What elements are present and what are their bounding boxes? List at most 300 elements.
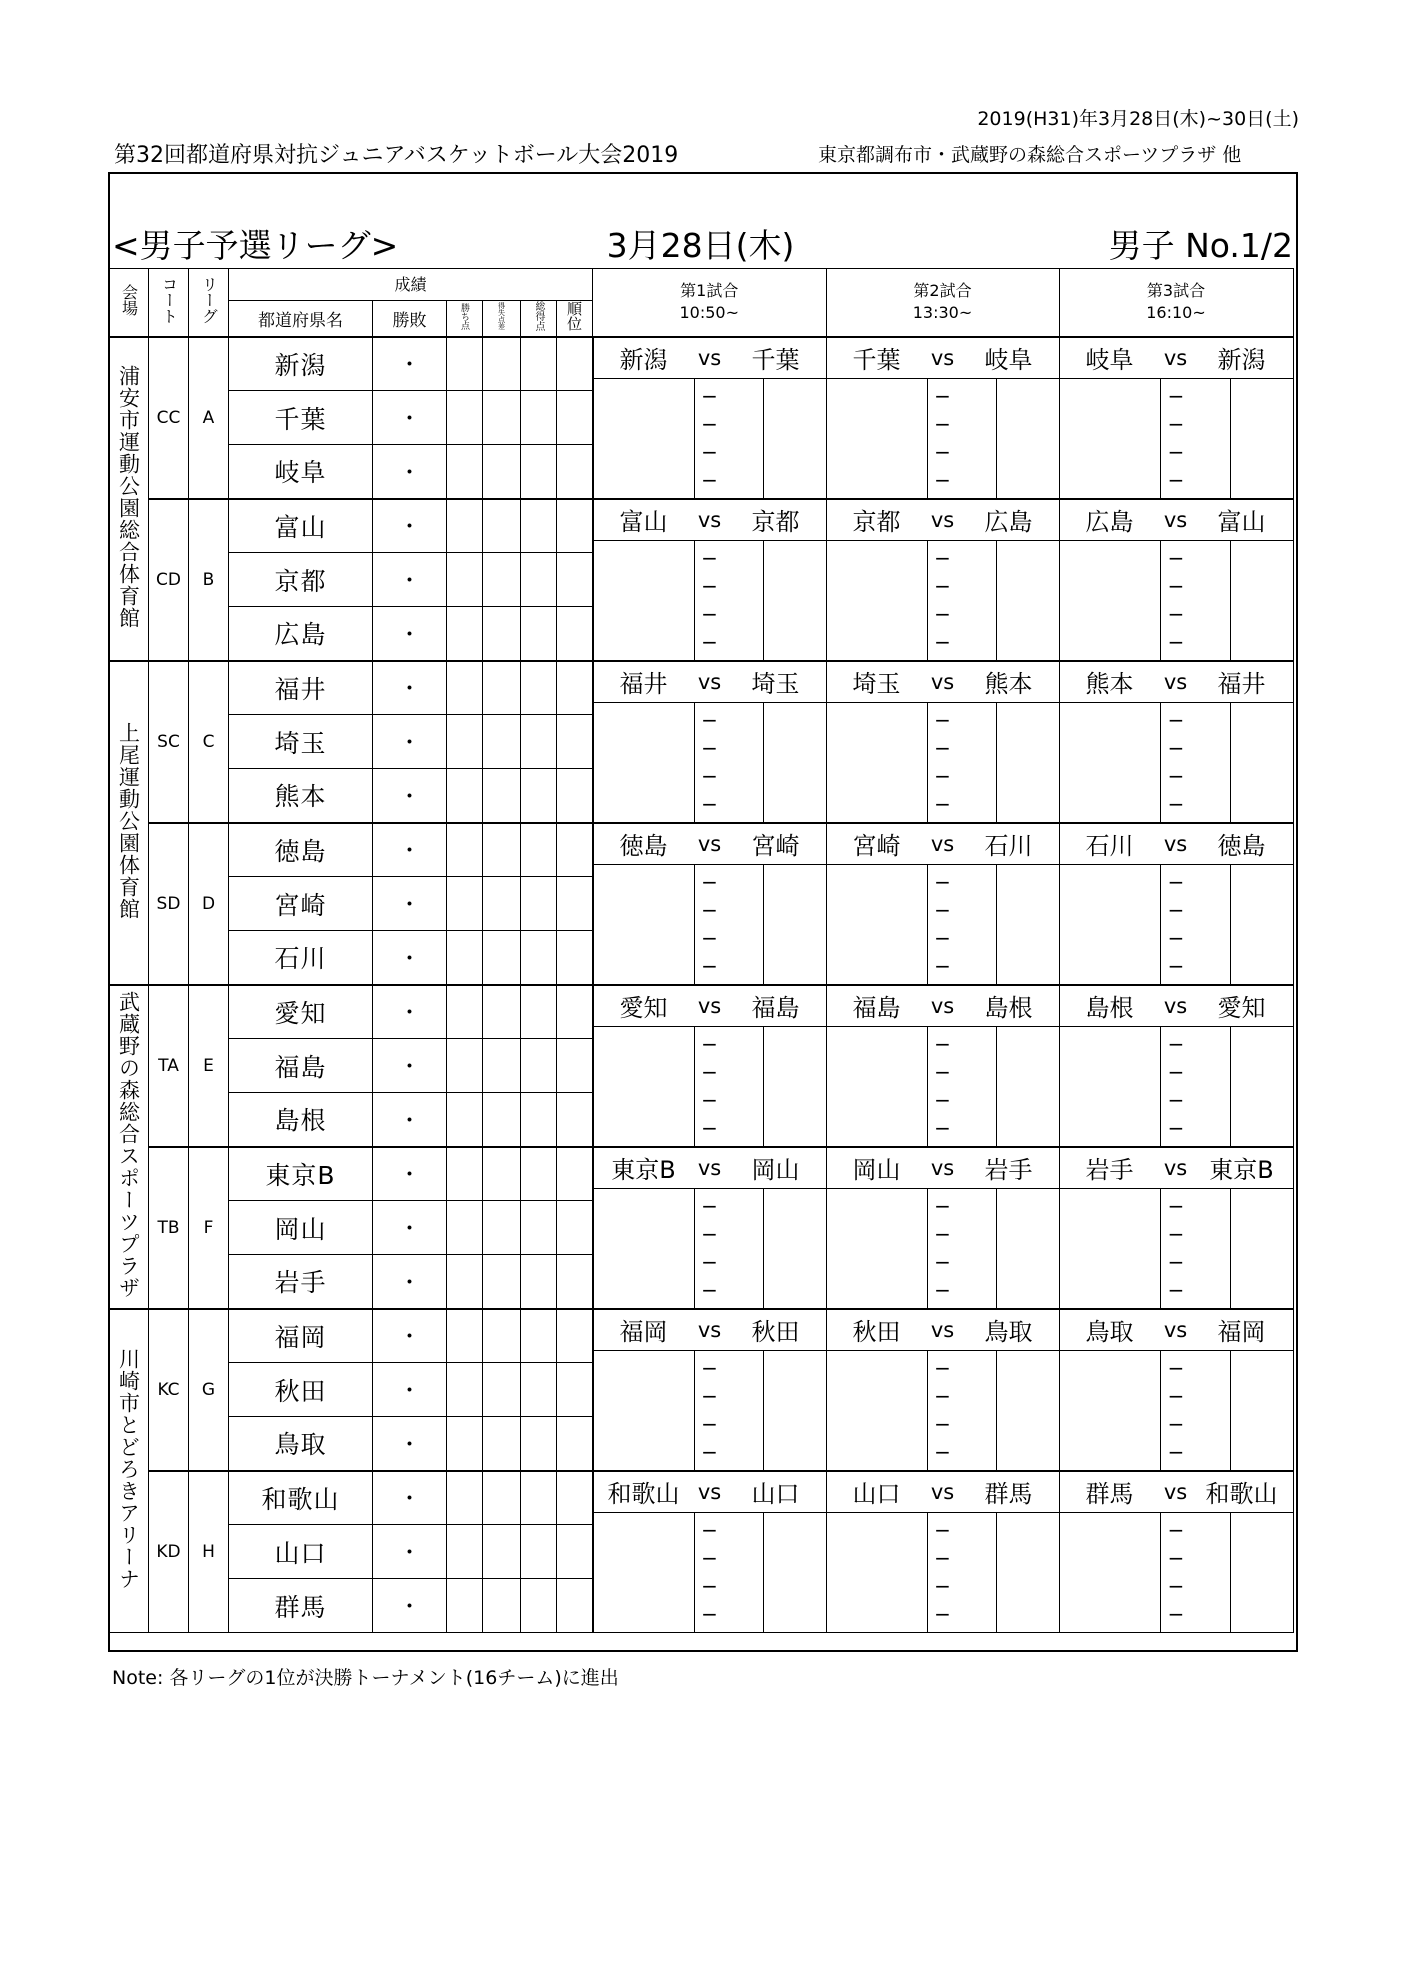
total-points-cell: [521, 607, 557, 661]
vs-label: vs: [697, 345, 722, 370]
rank-cell: [557, 1471, 593, 1525]
point-diff-cell: [483, 445, 521, 499]
quarter-dash: −: [1167, 1384, 1185, 1409]
quarter-dash: −: [934, 1546, 951, 1571]
match-title: [594, 824, 826, 865]
match-title: [1060, 1472, 1293, 1513]
quarter-dash: −: [934, 1384, 951, 1409]
point-diff-cell: [483, 823, 521, 877]
rank-cell: [557, 823, 593, 877]
quarter-dash: −: [934, 1222, 951, 1247]
header-results: 成績: [229, 269, 593, 301]
rank-cell: [557, 1147, 593, 1201]
home-team: 和歌山: [607, 1480, 680, 1508]
quarter-dashes: [1060, 541, 1293, 660]
rank-cell: [557, 553, 593, 607]
rank-cell: [557, 337, 593, 391]
quarter-dash: −: [1167, 1194, 1185, 1219]
quarter-dash: −: [701, 1546, 718, 1571]
away-team: 岐阜: [984, 346, 1033, 374]
quarter-dashes: [1060, 379, 1293, 498]
quarter-dash: −: [934, 629, 951, 654]
away-team: 広島: [984, 508, 1033, 536]
quarter-dash: −: [934, 1087, 951, 1112]
quarter-dash: −: [701, 439, 718, 464]
quarter-dash: −: [1167, 1087, 1185, 1112]
home-team: 福島: [852, 994, 901, 1022]
away-team: 鳥取: [984, 1318, 1033, 1346]
quarter-dash: −: [701, 629, 718, 654]
quarter-dash: −: [1167, 953, 1185, 978]
score-area: [594, 1351, 826, 1470]
quarter-dashes: [827, 1027, 1059, 1146]
quarter-dash: −: [934, 1115, 951, 1140]
score-area: [594, 703, 826, 822]
match-title: [1060, 1148, 1293, 1189]
quarter-dash: −: [1167, 1574, 1185, 1599]
header-total-points: 総得点: [521, 301, 557, 337]
rank-cell: [557, 877, 593, 931]
quarter-dashes: [1060, 1189, 1293, 1308]
quarter-dash: −: [1167, 384, 1185, 409]
score-area: [827, 1513, 1059, 1633]
score-area: [1060, 703, 1293, 822]
venue-name: 浦安市運動公園総合体育館: [116, 364, 141, 629]
win-loss-cell: ・: [373, 553, 447, 607]
win-loss-cell: ・: [373, 769, 447, 823]
quarter-dash: −: [1167, 1277, 1185, 1302]
quarter-dashes: [594, 1189, 826, 1308]
court-cell: SD: [149, 823, 189, 985]
total-points-cell: [521, 769, 557, 823]
quarter-dash: −: [934, 1602, 951, 1627]
quarter-dash: −: [701, 1277, 718, 1302]
prefecture-name: 鳥取: [229, 1417, 373, 1471]
win-loss-cell: ・: [373, 661, 447, 715]
venue-name: 川崎市とどろきアリーナ: [116, 1347, 141, 1590]
quarter-dash: −: [701, 898, 718, 923]
quarter-dash: −: [701, 574, 718, 599]
quarter-dashes: [827, 541, 1059, 660]
quarter-dash: −: [701, 1222, 718, 1247]
section-title: <男子予選リーグ>: [112, 226, 399, 265]
quarter-dash: −: [701, 925, 718, 950]
home-team: 東京B: [611, 1156, 676, 1184]
league-cell: G: [189, 1309, 229, 1471]
total-points-cell: [521, 1309, 557, 1363]
win-loss-cell: ・: [373, 715, 447, 769]
point-diff-cell: [483, 607, 521, 661]
win-points-cell: [447, 823, 483, 877]
league-cell: B: [189, 499, 229, 661]
home-team: 京都: [852, 508, 901, 536]
win-points-cell: [447, 445, 483, 499]
quarter-dash: −: [701, 1060, 718, 1085]
quarter-dashes: [594, 379, 826, 498]
total-points-cell: [521, 661, 557, 715]
match-title: [594, 500, 826, 541]
away-team: 島根: [984, 994, 1033, 1022]
quarter-dash: −: [1167, 629, 1185, 654]
vs-label: vs: [697, 993, 722, 1018]
quarter-dash: −: [934, 1277, 951, 1302]
point-diff-cell: [483, 1147, 521, 1201]
total-points-cell: [521, 985, 557, 1039]
prefecture-name: 京都: [229, 553, 373, 607]
point-diff-cell: [483, 985, 521, 1039]
vs-label: vs: [1163, 1479, 1188, 1504]
sheet-number: 男子 No.1/2: [1108, 226, 1293, 265]
quarter-dash: −: [701, 1087, 718, 1112]
match-cell: [593, 1309, 827, 1471]
point-diff-cell: [483, 1471, 521, 1525]
quarter-dash: −: [1167, 601, 1185, 626]
quarter-dash: −: [701, 1411, 718, 1436]
match-title: [827, 986, 1059, 1027]
quarter-dash: −: [934, 546, 951, 571]
quarter-dash: −: [1167, 1411, 1185, 1436]
quarter-dash: −: [1167, 925, 1185, 950]
win-loss-cell: ・: [373, 1579, 447, 1633]
win-points-cell: [447, 931, 483, 985]
away-team: 和歌山: [1205, 1480, 1278, 1508]
quarter-dashes: [1060, 1513, 1293, 1633]
away-team: 福岡: [1217, 1318, 1266, 1346]
point-diff-cell: [483, 1255, 521, 1309]
quarter-dash: −: [934, 1032, 951, 1057]
home-team: 埼玉: [852, 670, 901, 698]
quarter-dash: −: [934, 1574, 951, 1599]
point-diff-cell: [483, 553, 521, 607]
total-points-cell: [521, 1579, 557, 1633]
score-area: [1060, 379, 1293, 498]
vs-label: vs: [930, 669, 955, 694]
match-cell: [1059, 985, 1293, 1147]
quarter-dash: −: [934, 925, 951, 950]
header-win-loss: 勝敗: [373, 301, 447, 337]
quarter-dash: −: [701, 1032, 718, 1057]
score-area: [827, 379, 1059, 498]
quarter-dash: −: [934, 1249, 951, 1274]
quarter-dashes: [827, 379, 1059, 498]
rank-cell: [557, 1255, 593, 1309]
away-team: 千葉: [751, 346, 800, 374]
quarter-dash: −: [934, 467, 951, 492]
prefecture-name: 秋田: [229, 1363, 373, 1417]
league-cell: A: [189, 337, 229, 499]
win-points-cell: [447, 1417, 483, 1471]
match-title: [827, 338, 1059, 379]
match-cell: [593, 823, 827, 985]
away-team: 岩手: [984, 1156, 1033, 1184]
total-points-cell: [521, 823, 557, 877]
vs-label: vs: [930, 507, 955, 532]
match-cell: [1059, 823, 1293, 985]
win-loss-cell: ・: [373, 607, 447, 661]
score-area: [594, 379, 826, 498]
quarter-dash: −: [701, 601, 718, 626]
vs-label: vs: [930, 1155, 955, 1180]
quarter-dash: −: [1167, 870, 1185, 895]
point-diff-cell: [483, 1579, 521, 1633]
quarter-dash: −: [1167, 1356, 1185, 1381]
home-team: 熊本: [1085, 670, 1134, 698]
point-diff-cell: [483, 769, 521, 823]
venue-name: 武蔵野の森総合スポーツプラザ: [116, 990, 141, 1299]
quarter-dash: −: [1167, 708, 1185, 733]
win-loss-cell: ・: [373, 1039, 447, 1093]
prefecture-name: 福島: [229, 1039, 373, 1093]
rank-cell: [557, 1417, 593, 1471]
rank-cell: [557, 1525, 593, 1579]
match-title: [1060, 824, 1293, 865]
match-cell: [826, 1471, 1059, 1633]
total-points-cell: [521, 931, 557, 985]
match-cell: [593, 337, 827, 499]
win-loss-cell: ・: [373, 931, 447, 985]
win-loss-cell: ・: [373, 445, 447, 499]
quarter-dash: −: [701, 412, 718, 437]
match-title: [1060, 500, 1293, 541]
quarter-dashes: [594, 1027, 826, 1146]
quarter-dash: −: [1167, 898, 1185, 923]
quarter-dashes: [827, 1351, 1059, 1470]
win-loss-cell: ・: [373, 499, 447, 553]
match-cell: [826, 1147, 1059, 1309]
score-area: [1060, 865, 1293, 984]
score-area: [594, 541, 826, 660]
total-points-cell: [521, 1417, 557, 1471]
score-area: [827, 1189, 1059, 1308]
note: Note: 各リーグの1位が決勝トーナメント(16チーム)に進出: [112, 1667, 619, 1689]
match-cell: [1059, 1309, 1293, 1471]
score-area: [827, 1351, 1059, 1470]
rank-cell: [557, 1579, 593, 1633]
win-points-cell: [447, 1201, 483, 1255]
quarter-dash: −: [934, 1439, 951, 1464]
court-cell: SC: [149, 661, 189, 823]
win-points-cell: [447, 1579, 483, 1633]
venue-name: 上尾運動公園体育館: [116, 721, 141, 920]
point-diff-cell: [483, 499, 521, 553]
win-points-cell: [447, 1147, 483, 1201]
court-cell: TA: [149, 985, 189, 1147]
prefecture-name: 島根: [229, 1093, 373, 1147]
home-team: 新潟: [619, 346, 668, 374]
rank-cell: [557, 391, 593, 445]
venue-cell: [109, 661, 149, 985]
match-title: [1060, 986, 1293, 1027]
match-title: [594, 1310, 826, 1351]
quarter-dash: −: [701, 1574, 718, 1599]
score-area: [1060, 1513, 1293, 1633]
home-team: 愛知: [619, 994, 668, 1022]
away-team: 福井: [1217, 670, 1266, 698]
total-points-cell: [521, 1039, 557, 1093]
quarter-dash: −: [701, 953, 718, 978]
court-cell: TB: [149, 1147, 189, 1309]
vs-label: vs: [697, 507, 722, 532]
prefecture-name: 徳島: [229, 823, 373, 877]
quarter-dash: −: [701, 1356, 718, 1381]
quarter-dashes: [594, 1513, 826, 1633]
match-cell: [593, 499, 827, 661]
vs-label: vs: [1163, 1317, 1188, 1342]
date-range: 2019(H31)年3月28日(木)~30日(土): [977, 108, 1299, 130]
quarter-dash: −: [1167, 1439, 1185, 1464]
schedule-day: 3月28日(木): [606, 226, 795, 265]
quarter-dashes: [827, 703, 1059, 822]
rank-cell: [557, 607, 593, 661]
header-win-points: 勝ち点: [447, 301, 483, 337]
win-loss-cell: ・: [373, 337, 447, 391]
home-team: 宮崎: [852, 832, 901, 860]
score-area: [1060, 1351, 1293, 1470]
quarter-dash: −: [701, 791, 718, 816]
total-points-cell: [521, 553, 557, 607]
prefecture-name: 新潟: [229, 337, 373, 391]
home-team: 千葉: [852, 346, 901, 374]
vs-label: vs: [697, 669, 722, 694]
quarter-dash: −: [934, 601, 951, 626]
home-team: 岐阜: [1085, 346, 1134, 374]
quarter-dash: −: [1167, 546, 1185, 571]
rank-cell: [557, 1093, 593, 1147]
quarter-dash: −: [934, 708, 951, 733]
total-points-cell: [521, 1255, 557, 1309]
quarter-dashes: [827, 1189, 1059, 1308]
away-team: 東京B: [1209, 1156, 1274, 1184]
quarter-dash: −: [1167, 791, 1185, 816]
rank-cell: [557, 661, 593, 715]
quarter-dash: −: [1167, 574, 1185, 599]
win-points-cell: [447, 499, 483, 553]
quarter-dashes: [1060, 865, 1293, 984]
quarter-dashes: [594, 541, 826, 660]
total-points-cell: [521, 499, 557, 553]
total-points-cell: [521, 715, 557, 769]
win-loss-cell: ・: [373, 823, 447, 877]
win-loss-cell: ・: [373, 1201, 447, 1255]
win-points-cell: [447, 607, 483, 661]
win-loss-cell: ・: [373, 1309, 447, 1363]
score-area: [594, 1027, 826, 1146]
quarter-dash: −: [1167, 439, 1185, 464]
rank-cell: [557, 499, 593, 553]
match-title: [827, 500, 1059, 541]
prefecture-name: 群馬: [229, 1579, 373, 1633]
quarter-dash: −: [1167, 763, 1185, 788]
prefecture-name: 福岡: [229, 1309, 373, 1363]
quarter-dash: −: [701, 1518, 718, 1543]
match-cell: [1059, 1147, 1293, 1309]
match-title: [594, 662, 826, 703]
match-cell: [826, 661, 1059, 823]
quarter-dash: −: [1167, 1602, 1185, 1627]
home-team: 鳥取: [1085, 1318, 1134, 1346]
header-league: リーグ: [189, 269, 229, 337]
quarter-dash: −: [1167, 1032, 1185, 1057]
win-loss-cell: ・: [373, 1147, 447, 1201]
win-points-cell: [447, 769, 483, 823]
match-title: [594, 338, 826, 379]
vs-label: vs: [697, 1479, 722, 1504]
total-points-cell: [521, 337, 557, 391]
quarter-dashes: [827, 865, 1059, 984]
prefecture-name: 東京B: [229, 1147, 373, 1201]
away-team: 宮崎: [751, 832, 800, 860]
quarter-dash: −: [934, 1411, 951, 1436]
score-area: [827, 865, 1059, 984]
prefecture-name: 千葉: [229, 391, 373, 445]
quarter-dash: −: [1167, 467, 1185, 492]
prefecture-name: 広島: [229, 607, 373, 661]
home-team: 石川: [1085, 832, 1134, 860]
quarter-dash: −: [701, 736, 718, 761]
win-points-cell: [447, 1093, 483, 1147]
home-team: 山口: [852, 1480, 901, 1508]
away-team: 福島: [751, 994, 800, 1022]
total-points-cell: [521, 1093, 557, 1147]
league-cell: C: [189, 661, 229, 823]
home-team: 富山: [619, 508, 668, 536]
header-venue: 会場: [109, 269, 149, 337]
vs-label: vs: [930, 345, 955, 370]
total-points-cell: [521, 1201, 557, 1255]
quarter-dashes: [1060, 1027, 1293, 1146]
vs-label: vs: [1163, 345, 1188, 370]
win-points-cell: [447, 1525, 483, 1579]
score-area: [1060, 541, 1293, 660]
quarter-dash: −: [701, 546, 718, 571]
away-team: 熊本: [984, 670, 1033, 698]
total-points-cell: [521, 1471, 557, 1525]
win-loss-cell: ・: [373, 1525, 447, 1579]
quarter-dash: −: [934, 870, 951, 895]
quarter-dash: −: [934, 384, 951, 409]
rank-cell: [557, 931, 593, 985]
vs-label: vs: [930, 993, 955, 1018]
court-cell: KD: [149, 1471, 189, 1633]
vs-label: vs: [1163, 669, 1188, 694]
match-cell: [1059, 661, 1293, 823]
venue-cell: [109, 1309, 149, 1633]
quarter-dashes: [1060, 1351, 1293, 1470]
away-team: 愛知: [1217, 994, 1266, 1022]
rank-cell: [557, 769, 593, 823]
win-points-cell: [447, 661, 483, 715]
home-team: 福井: [619, 670, 668, 698]
match-title: [594, 986, 826, 1027]
point-diff-cell: [483, 1417, 521, 1471]
win-points-cell: [447, 337, 483, 391]
header-rank: 順位: [557, 301, 593, 337]
win-loss-cell: ・: [373, 391, 447, 445]
point-diff-cell: [483, 1309, 521, 1363]
home-team: 秋田: [852, 1318, 901, 1346]
win-loss-cell: ・: [373, 1417, 447, 1471]
quarter-dash: −: [701, 1249, 718, 1274]
match-title: [1060, 662, 1293, 703]
away-team: 新潟: [1217, 346, 1266, 374]
quarter-dash: −: [701, 763, 718, 788]
match-cell: [593, 985, 827, 1147]
match-cell: [826, 499, 1059, 661]
away-team: 秋田: [751, 1318, 800, 1346]
away-team: 石川: [984, 832, 1033, 860]
win-points-cell: [447, 715, 483, 769]
rank-cell: [557, 1363, 593, 1417]
